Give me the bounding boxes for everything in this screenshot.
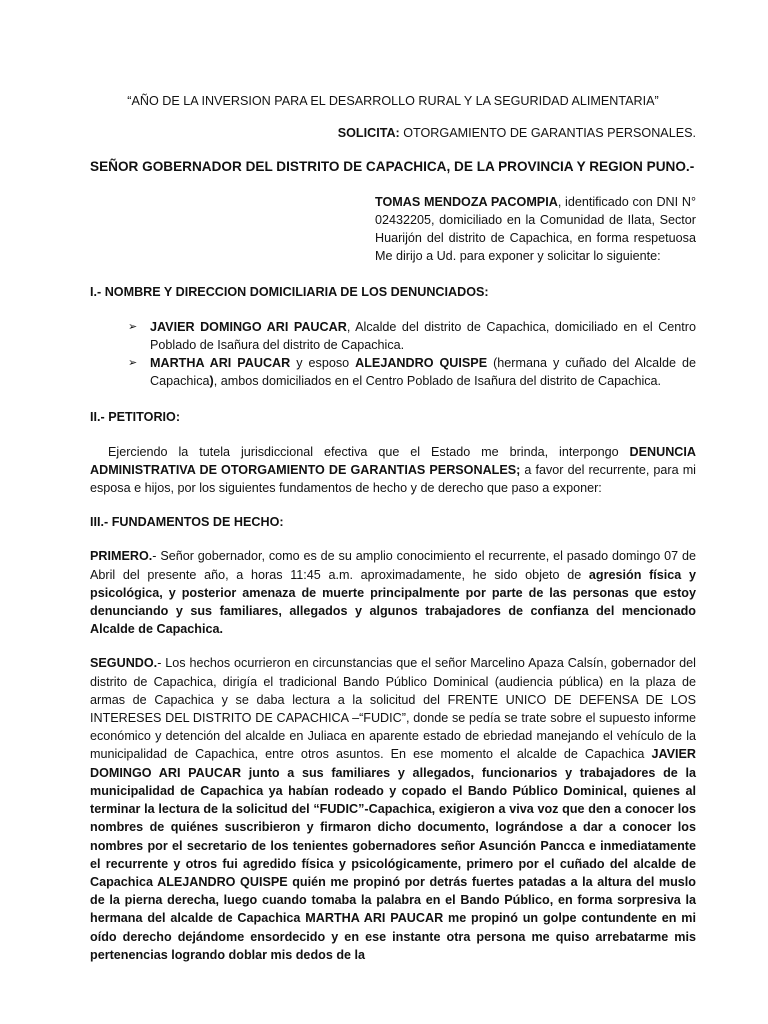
closing-paren: ) — [209, 374, 214, 389]
request-label: SOLICITA: — [337, 126, 400, 141]
fact-label: PRIMERO. — [90, 549, 153, 564]
denounced-relation: (hermana y cuñado del Alcalde de Capachica — [150, 356, 696, 389]
fact-text: - Señor gobernador, como es de su amplio conocimiento el recurrente, el pasado domingo 07 de Abril del presente año, a horas 11:45 a.m. aproximadamente, he sido objeto de — [90, 549, 696, 582]
fact-bold: agresión física y psicológica, y posterior amenaza de muerte principalmente por parte de las personas que estoy denunciando y sus familiares, allegados y algunos trabajadores de confianza del mencionado Alcalde de Capachica. — [90, 567, 696, 637]
denounced-name: ALEJANDRO QUISPE — [355, 356, 488, 371]
section-2-title: II.- PETITORIO: — [90, 410, 181, 425]
year-motto: “AÑO DE LA INVERSION PARA EL DESARROLLO RURAL Y LA SEGURIDAD ALIMENTARIA” — [127, 94, 659, 108]
list-item — [128, 354, 696, 390]
denounced-name: JAVIER DOMINGO ARI PAUCAR — [150, 319, 347, 334]
document-page — [90, 92, 696, 980]
request-subject — [90, 124, 696, 142]
fact-primero — [90, 547, 696, 638]
complainant-intro — [375, 193, 696, 266]
list-item — [128, 318, 696, 354]
denounced-connector: y esposo — [290, 356, 356, 371]
petition-paragraph — [90, 443, 696, 498]
addressee: SEÑOR GOBERNADOR DEL DISTRITO DE CAPACHICA, DE LA PROVINCIA Y REGION PUNO.- — [90, 159, 695, 175]
petition-text-end: a favor del recurrente, para mi esposa e hijos, por los siguientes fundamentos de hecho y de derecho que paso a exponer: — [90, 462, 696, 496]
complainant-details: , identificado con DNI N° 02432205, domiciliado en la Comunidad de Ilata, Sector Huarijón del distrito de Capachica, en forma respetuosa Me dirijo a Ud. para exponer y solicitar lo siguiente: — [375, 194, 696, 264]
denounced-details: , Alcalde del distrito de Capachica, domiciliado en el Centro Poblado de Isañura del distrito de Capachica. — [150, 319, 697, 352]
petition-text: Ejerciendo la tutela jurisdiccional efectiva que el Estado me brinda, interpongo — [108, 444, 630, 459]
fact-text: - Los hechos ocurrieron en circunstancias que el señor Marcelino Apaza Calsín, gobernador del distrito de Capachica, dirigía el tradicional Bando Público Dominical (audiencia pública) en la plaza de armas de Capachica y se daba lectura a la solicitud del FRENTE UNICO DE DEFENSA DE LOS INTERESES DEL DISTRITO DE CAPACHICA –“FUDIC”, donde se pedía se trate sobre el supuesto informe económico y detención del alcalde en Juliaca en aparente estado de ebriedad manejando el vehículo de la municipalidad de Capachica, entre otros asuntos. En ese momento el alcalde de Capachica — [90, 656, 696, 762]
section-1-title: I.- NOMBRE Y DIRECCION DOMICILIARIA DE LOS DENUNCIADOS: — [90, 285, 489, 300]
arrow-bullet-icon: ➢ — [128, 357, 138, 370]
fact-label: SEGUNDO. — [90, 656, 158, 671]
request-text: OTORGAMIENTO DE GARANTIAS PERSONALES. — [399, 126, 696, 141]
denounced-list — [128, 318, 696, 391]
fact-bold: JAVIER DOMINGO ARI PAUCAR junto a sus familiares y allegados, funcionarios y trabajadores de la municipalidad de Capachica ya habían rodeado y copado el Bando Público Dominical, quienes al terminar la lectura de la solicitud del “FUDIC”-Capachica, exigieron a viva voz que den a conocer los nombres de quiénes suscribieron y firmaron dicho documento, lográndose a dar a conocer los nombres por el secretario de los tenientes gobernadores señor Asunción Pancca e inmediatamente el recurrente y otros fui agredido física y psicológicamente, primero por el cuñado del alcalde de Capachica ALEJANDRO QUISPE quién me propinó por detrás fuertes patadas a la altura del muslo de la pierna derecha, luego cuando tomaba la palabra en el Bando Público, en forma sorpresiva la hermana del alcalde de Capachica MARTHA ARI PAUCAR me propinó un golpe contundente en mi oído derecho dejándome ensordecido y en ese instante otra persona me quiso arrebatarme mis pertenencias logrando doblar mis dedos de la — [90, 747, 696, 962]
section-3-title: III.- FUNDAMENTOS DE HECHO: — [90, 515, 284, 530]
denounced-name: MARTHA ARI PAUCAR — [150, 356, 291, 371]
arrow-bullet-icon: ➢ — [128, 320, 138, 333]
petition-bold: DENUNCIA ADMINISTRATIVA DE OTORGAMIENTO DE GARANTIAS PERSONALES; — [90, 444, 696, 477]
denounced-details: , ambos domiciliados en el Centro Poblado de Isañura del distrito de Capachica. — [213, 374, 662, 389]
complainant-name: TOMAS MENDOZA PACOMPIA — [375, 194, 558, 209]
fact-segundo — [90, 654, 696, 963]
